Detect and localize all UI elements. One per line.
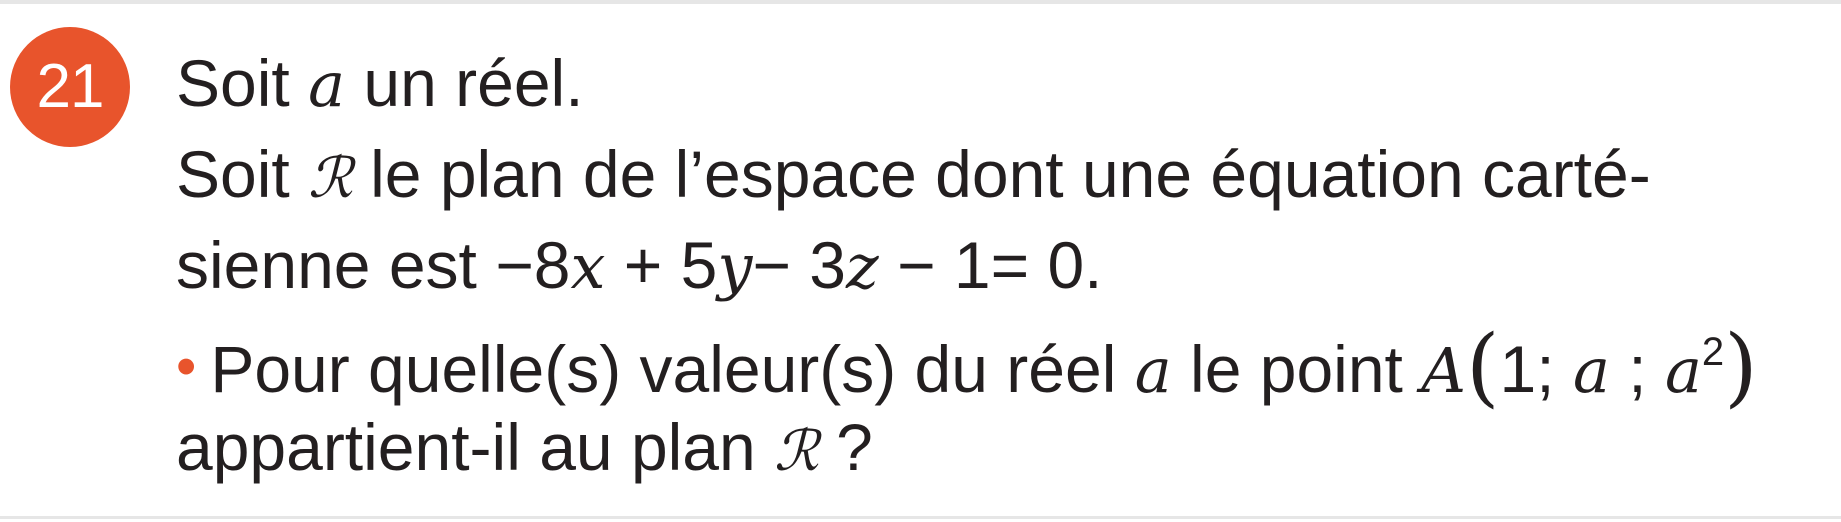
coordinate-x: 1; <box>1499 332 1555 406</box>
question-text: Pour quelle(s) valeur(s) du réel <box>210 332 1117 406</box>
paren-open: ( <box>1465 317 1500 417</box>
plane-symbol: ℛ <box>774 419 818 484</box>
equation-term: − 3 <box>752 228 846 302</box>
exponent: 2 <box>1701 330 1725 374</box>
text: un réel. <box>363 46 584 120</box>
question-mark: ? <box>836 410 873 484</box>
text: Soit <box>176 46 290 120</box>
equation-term: − 1= 0. <box>878 228 1103 302</box>
paren-close: ) <box>1724 317 1758 417</box>
equation-term: + 5 <box>605 228 718 302</box>
statement-line-1 <box>176 38 1836 129</box>
text: appartient-il au plan <box>176 410 756 484</box>
variable-z: z <box>846 230 879 303</box>
statement-line-5 <box>176 402 1836 493</box>
text: le point <box>1190 332 1403 406</box>
point-name: A <box>1421 334 1466 407</box>
exercise-number: 21 <box>36 52 104 121</box>
bullet-icon: • <box>176 334 197 399</box>
variable-x: x <box>570 230 606 303</box>
variable-a: a <box>1134 334 1172 407</box>
statement-line-2 <box>176 129 1836 220</box>
exercise-statement <box>176 38 1836 493</box>
coordinate-z: a <box>1664 334 1702 407</box>
bottom-divider <box>0 516 1841 519</box>
plane-symbol: ℛ <box>308 146 352 211</box>
variable-y: y <box>717 230 753 303</box>
variable-a: a <box>308 48 346 121</box>
top-divider <box>0 0 1841 4</box>
statement-line-4 <box>176 311 1836 417</box>
text: sienne est <box>176 228 496 302</box>
exercise-number-badge <box>10 27 130 147</box>
statement-line-3 <box>176 220 1836 311</box>
separator: ; <box>1628 332 1647 406</box>
equation-term: −8 <box>495 228 571 302</box>
coordinate-y: a <box>1572 334 1610 407</box>
text: le plan de l’espace dont une équation carté- <box>370 137 1651 211</box>
text: Soit <box>176 137 290 211</box>
